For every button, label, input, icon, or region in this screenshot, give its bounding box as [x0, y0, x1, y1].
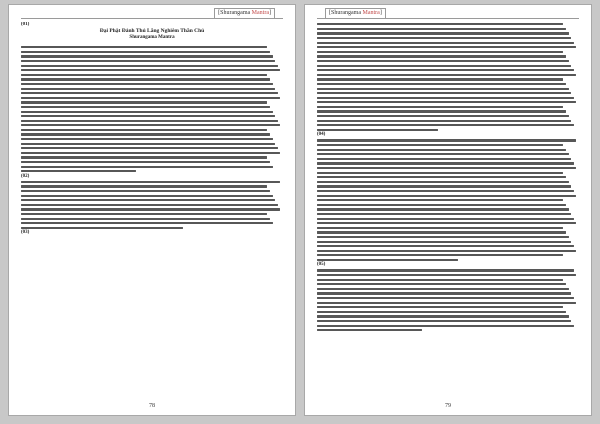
right-header-suffix: ] [379, 10, 382, 16]
section-label: (03) [21, 230, 30, 236]
left-header-tab [214, 8, 275, 18]
section-label: (05) [317, 262, 326, 268]
right-page-content [317, 22, 579, 395]
section-label: (01) [21, 22, 30, 27]
right-page-header [317, 8, 579, 19]
section-label: (02) [21, 173, 30, 179]
left-page-number: 78 [149, 403, 155, 409]
right-page-number: 79 [445, 403, 451, 409]
left-page-header [21, 8, 283, 19]
right-header-accent: Mantra [362, 10, 380, 16]
left-header-accent: Mantra [251, 10, 269, 16]
text-line [317, 328, 579, 333]
right-header-prefix: [ [329, 10, 331, 16]
left-header-title: Shurangama [220, 10, 251, 16]
left-page [8, 4, 296, 416]
left-header-prefix: [ [218, 10, 221, 16]
right-header-tab [325, 8, 386, 18]
section-title: Đại Phật Đảnh Thủ Lăng Nghiêm Thần Chú [99, 28, 205, 34]
section-label: (04) [317, 132, 326, 138]
left-page-content [21, 22, 283, 395]
right-header-title: Shurangama [331, 10, 361, 16]
left-header-suffix: ] [269, 10, 271, 16]
section-subtitle: Shurangama Mantra [129, 35, 175, 40]
right-page [304, 4, 592, 416]
